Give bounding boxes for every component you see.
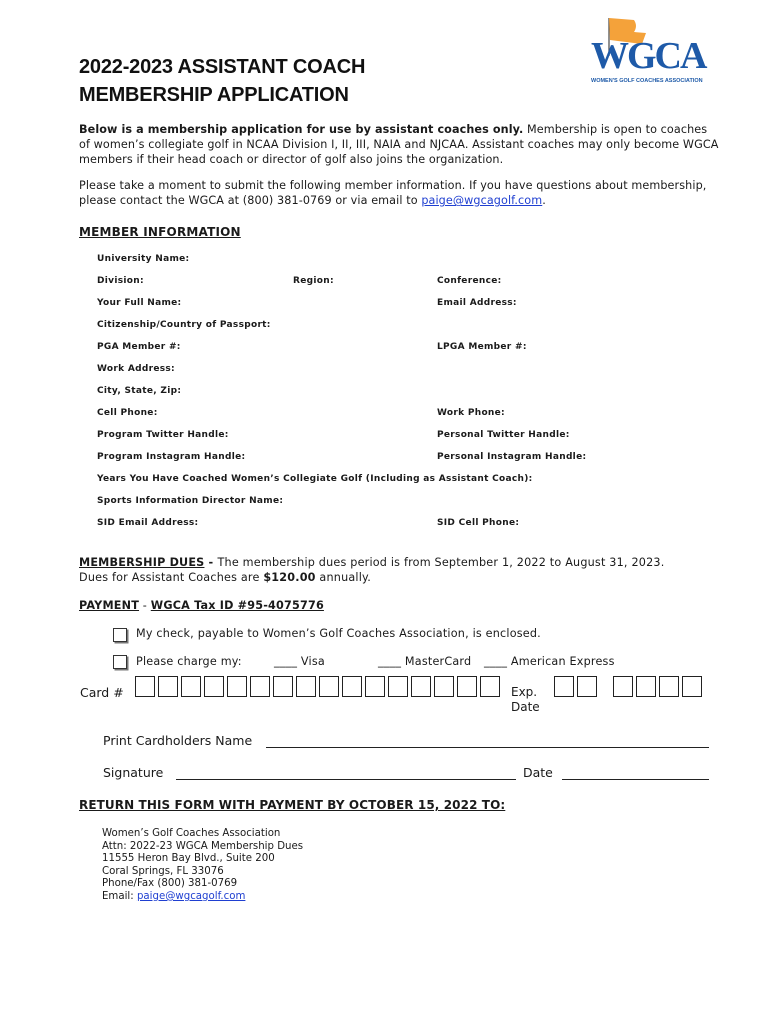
card-digit-box[interactable] <box>434 676 454 697</box>
exp-digit-box[interactable] <box>682 676 702 697</box>
division-field[interactable]: Division: <box>97 276 144 286</box>
exp-date-label: Exp. Date <box>511 685 540 714</box>
intro-bold-lead: Below is a membership application for use by assistant coaches only. <box>79 123 524 136</box>
card-digit-box[interactable] <box>204 676 224 697</box>
exp-digit-box[interactable] <box>636 676 656 697</box>
signature-line[interactable] <box>176 779 516 780</box>
dues-line-2: Dues for Assistant Coaches are $120.00 annually. <box>79 571 372 584</box>
card-digit-box[interactable] <box>181 676 201 697</box>
program-instagram-field[interactable]: Program Instagram Handle: <box>97 452 246 462</box>
sid-email-field[interactable]: SID Email Address: <box>97 518 199 528</box>
member-info-heading: MEMBER INFORMATION <box>79 225 241 239</box>
personal-instagram-field[interactable]: Personal Instagram Handle: <box>437 452 587 462</box>
cardholder-name-label: Print Cardholders Name <box>103 733 253 748</box>
citizenship-field[interactable]: Citizenship/Country of Passport: <box>97 320 271 330</box>
title-line-1: 2022-2023 ASSISTANT COACH <box>79 56 366 78</box>
exp-month-boxes[interactable] <box>554 676 597 697</box>
university-name-field[interactable]: University Name: <box>97 254 190 264</box>
return-address <box>102 828 303 904</box>
work-address-field[interactable]: Work Address: <box>97 364 175 374</box>
charge-card-label: Please charge my: <box>136 655 242 668</box>
conference-field[interactable]: Conference: <box>437 276 502 286</box>
full-name-field[interactable]: Your Full Name: <box>97 298 182 308</box>
title-line-2: MEMBERSHIP APPLICATION <box>79 84 349 106</box>
program-twitter-field[interactable]: Program Twitter Handle: <box>97 430 229 440</box>
card-digit-box[interactable] <box>319 676 339 697</box>
card-number-boxes[interactable] <box>135 676 500 697</box>
sid-cell-field[interactable]: SID Cell Phone: <box>437 518 520 528</box>
visa-option[interactable]: ____ Visa <box>274 655 325 668</box>
date-label: Date <box>523 765 553 780</box>
years-coached-field[interactable]: Years You Have Coached Women’s Collegiate Golf (Including as Assistant Coach): <box>97 474 533 484</box>
card-digit-box[interactable] <box>227 676 247 697</box>
intro-body: Membership is open to coaches of women’s collegiate golf in NCAA Division I, II, III, NAIA and NJCAA. Assistant coaches may only become WGCA members if their head coach or director of golf also joins the organization. <box>79 123 719 167</box>
card-number-label: Card # <box>80 685 124 700</box>
payment-heading-row: PAYMENT - WGCA Tax ID #95-4075776 <box>79 599 324 612</box>
date-line[interactable] <box>562 779 709 780</box>
contact-paragraph: Please take a moment to submit the following member information. If you have questions about membership, please contact the WGCA at (800) 381-0769 or via email to paige@wgcagolf.com. <box>79 179 707 208</box>
region-field[interactable]: Region: <box>293 276 334 286</box>
card-digit-box[interactable] <box>273 676 293 697</box>
card-digit-box[interactable] <box>365 676 385 697</box>
check-enclosed-checkbox[interactable] <box>113 628 127 642</box>
card-digit-box[interactable] <box>411 676 431 697</box>
work-phone-field[interactable]: Work Phone: <box>437 408 505 418</box>
exp-digit-box[interactable] <box>577 676 597 697</box>
dues-heading: MEMBERSHIP DUES <box>79 556 205 569</box>
card-digit-box[interactable] <box>250 676 270 697</box>
cell-phone-field[interactable]: Cell Phone: <box>97 408 158 418</box>
card-digit-box[interactable] <box>342 676 362 697</box>
exp-digit-box[interactable] <box>659 676 679 697</box>
contact-text: Please take a moment to submit the following member information. If you have questions about membership, please contact the WGCA at (800) 381-0769 or via email to <box>79 179 707 208</box>
card-digit-box[interactable] <box>457 676 477 697</box>
card-digit-box[interactable] <box>135 676 155 697</box>
wgca-logo <box>588 16 706 88</box>
card-digit-box[interactable] <box>296 676 316 697</box>
contact-email-link[interactable]: paige@wgcagolf.com <box>421 194 543 208</box>
email-address-field[interactable]: Email Address: <box>437 298 517 308</box>
address-attn: Attn: 2022-23 WGCA Membership Dues <box>102 840 304 852</box>
exp-digit-box[interactable] <box>554 676 574 697</box>
pga-member-field[interactable]: PGA Member #: <box>97 342 181 352</box>
charge-card-checkbox[interactable] <box>113 655 127 669</box>
return-email-link[interactable]: paige@wgcagolf.com <box>136 890 246 902</box>
card-digit-box[interactable] <box>388 676 408 697</box>
lpga-member-field[interactable]: LPGA Member #: <box>437 342 527 352</box>
exp-year-boxes[interactable] <box>613 676 702 697</box>
dues-line-1: MEMBERSHIP DUES - The membership dues period is from September 1, 2022 to August 31, 2023. <box>79 556 665 569</box>
amex-option[interactable]: ____ American Express <box>484 655 615 668</box>
exp-digit-box[interactable] <box>613 676 633 697</box>
check-enclosed-label: My check, payable to Women’s Golf Coaches Association, is enclosed. <box>136 627 541 640</box>
dues-period: The membership dues period is from September 1, 2022 to August 31, 2023. <box>217 556 665 569</box>
address-city: Coral Springs, FL 33076 <box>102 865 224 877</box>
cardholder-name-line[interactable] <box>266 747 709 748</box>
intro-paragraph <box>79 122 719 168</box>
personal-twitter-field[interactable]: Personal Twitter Handle: <box>437 430 570 440</box>
sid-name-field[interactable]: Sports Information Director Name: <box>97 496 284 506</box>
dues-amount: $120.00 <box>263 571 316 584</box>
logo-wordmark: WGCA <box>591 35 706 77</box>
payment-heading: PAYMENT <box>79 599 140 612</box>
card-digit-box[interactable] <box>158 676 178 697</box>
city-state-zip-field[interactable]: City, State, Zip: <box>97 386 182 396</box>
address-street: 11555 Heron Bay Blvd., Suite 200 <box>102 853 275 865</box>
address-org: Women’s Golf Coaches Association <box>102 828 281 839</box>
address-phone: Phone/Fax (800) 381-0769 <box>102 878 238 890</box>
logo-subtext: WOMEN'S GOLF COACHES ASSOCIATION <box>591 78 703 84</box>
return-heading: RETURN THIS FORM WITH PAYMENT BY OCTOBER 15, 2022 TO: <box>79 798 506 812</box>
signature-label: Signature <box>103 765 164 780</box>
mastercard-option[interactable]: ____ MasterCard <box>378 655 472 668</box>
address-email-row: Email: paige@wgcagolf.com <box>102 890 246 902</box>
page-title <box>79 53 365 109</box>
card-digit-box[interactable] <box>480 676 500 697</box>
tax-id: WGCA Tax ID #95-4075776 <box>150 599 324 612</box>
